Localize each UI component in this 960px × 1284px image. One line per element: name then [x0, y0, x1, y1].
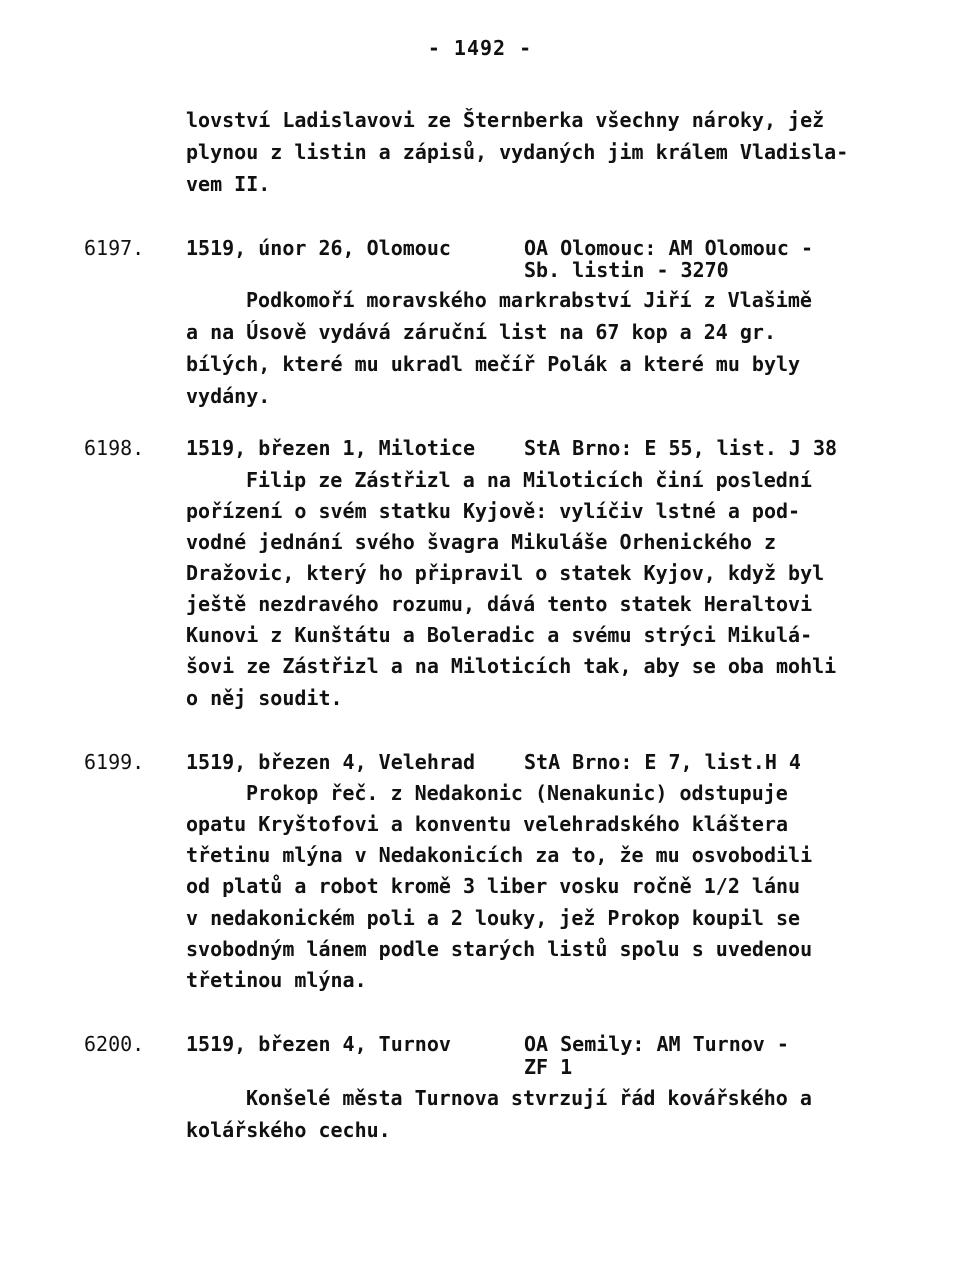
entry-text-line: šovi ze Zástřizl a na Miloticích tak, aby se oba mohli: [186, 654, 837, 678]
text-line: lovství Ladislavovi ze Šternberka všechny nároky, jež: [186, 108, 825, 132]
entry-text-line: svobodným lánem podle starých listů spolu s uvedenou: [186, 937, 813, 961]
entry-text-line: kolářského cechu.: [186, 1118, 391, 1142]
entry-text-line: ještě nezdravého rozumu, dává tento statek Heraltovi: [186, 592, 813, 616]
entry-source: ZF 1: [524, 1055, 573, 1079]
entry-text-line: Filip ze Zástřizl a na Miloticích činí poslední: [246, 468, 812, 492]
page-number: - 1492 -: [427, 36, 533, 60]
entry-text-line: a na Úsově vydává záruční list na 67 kop a 24 gr.: [186, 320, 777, 344]
entry-date-place: 1519, březen 1, Milotice: [186, 436, 475, 460]
entry-number: 6199.: [84, 750, 145, 774]
text-line: vem II.: [186, 172, 271, 196]
entry-text-line: třetinou mlýna.: [186, 968, 367, 992]
entry-text-line: třetinu mlýna v Nedakonicích za to, že mu osvobodili: [186, 843, 813, 867]
entry-text-line: opatu Kryštofovi a konventu velehradského kláštera: [186, 812, 789, 836]
entry-text-line: Kunovi z Kunštátu a Boleradic a svému strýci Mikulá-: [186, 623, 813, 647]
entry-number: 6200.: [84, 1032, 145, 1056]
entry-text-line: Konšelé města Turnova stvrzují řád kovářského a: [246, 1086, 812, 1110]
entry-number: 6197.: [84, 236, 145, 260]
entry-source: Sb. listin - 3270: [524, 258, 729, 282]
entry-text-line: vydány.: [186, 384, 271, 408]
entry-source: StA Brno: E 55, list. J 38: [524, 436, 838, 460]
entry-text-line: Dražovic, který ho připravil o statek Kyjov, když byl: [186, 561, 825, 585]
entry-text-line: pořízení o svém statku Kyjově: vylíčiv lstné a pod-: [186, 499, 801, 523]
entry-text-line: Podkomoří moravského markrabství Jiří z Vlašimě: [246, 288, 812, 312]
entry-date-place: 1519, březen 4, Turnov: [186, 1032, 451, 1056]
entry-source: OA Semily: AM Turnov -: [524, 1032, 789, 1056]
entry-text-line: od platů a robot kromě 3 liber vosku ročně 1/2 lánu: [186, 874, 801, 898]
entry-text-line: v nedakonickém poli a 2 louky, jež Prokop koupil se: [186, 906, 801, 930]
entry-text-line: vodné jednání svého švagra Mikuláše Orhenického z: [186, 530, 777, 554]
entry-date-place: 1519, březen 4, Velehrad: [186, 750, 475, 774]
entry-date-place: 1519, únor 26, Olomouc: [186, 236, 451, 260]
entry-number: 6198.: [84, 436, 145, 460]
entry-source: OA Olomouc: AM Olomouc -: [524, 236, 813, 260]
entry-source: StA Brno: E 7, list.H 4: [524, 750, 801, 774]
entry-text-line: Prokop řeč. z Nedakonic (Nenakunic) odstupuje: [246, 781, 788, 805]
entry-text-line: bílých, které mu ukradl mečíř Polák a které mu byly: [186, 352, 801, 376]
text-line: plynou z listin a zápisů, vydaných jim králem Vladisla-: [186, 140, 849, 164]
entry-text-line: o něj soudit.: [186, 686, 343, 710]
